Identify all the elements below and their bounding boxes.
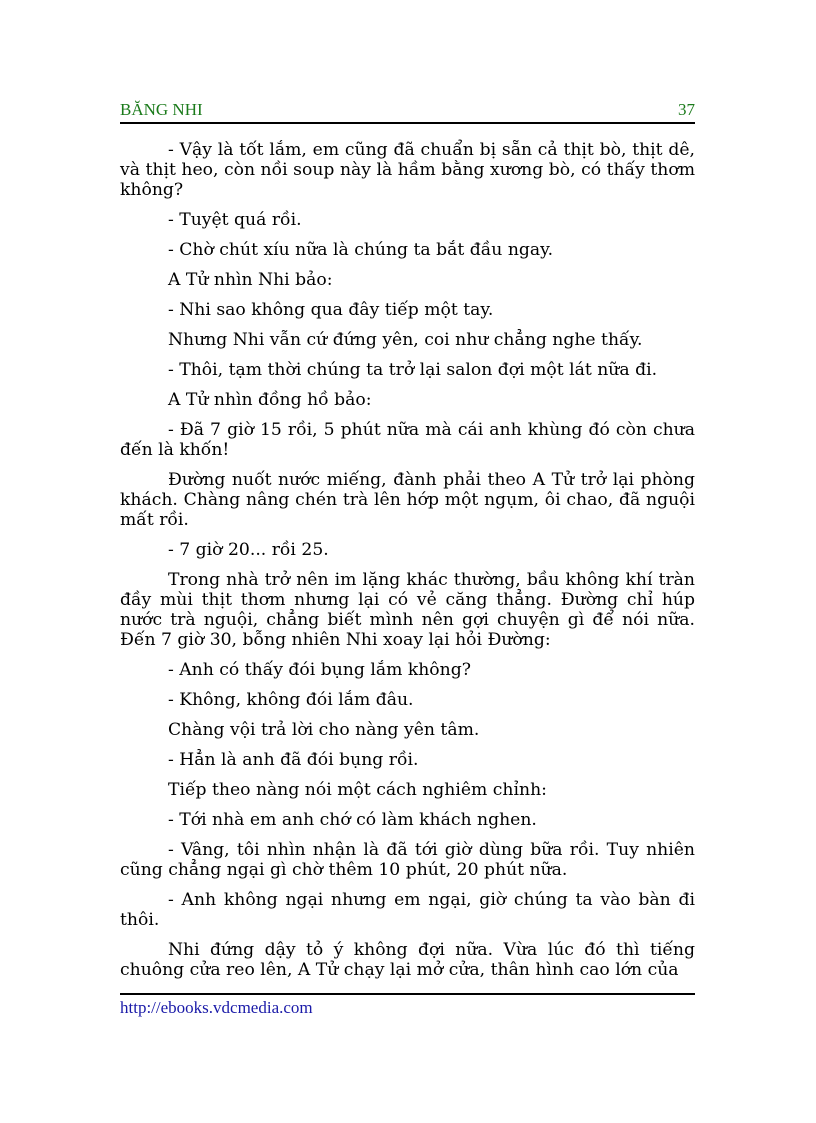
paragraph: - Thôi, tạm thời chúng ta trở lại salon đợi một lát nữa đi. (168, 360, 658, 380)
paragraph: Chàng vội trả lời cho nàng yên tâm. (168, 720, 480, 740)
paragraph: - 7 giờ 20... rồi 25. (168, 540, 329, 560)
paragraph: Nhi đứng dậy tỏ ý không đợi nữa. Vừa lúc đó thì tiếng chuông cửa reo lên, A Tử chạy lại mở cửa, thân hình cao lớn của (120, 940, 695, 980)
page-header (120, 100, 695, 124)
page-body (120, 140, 695, 985)
paragraph: - Vâng, tôi nhìn nhận là đã tới giờ dùng bữa rồi. Tuy nhiên cũng chẳng ngại gì chờ thêm 10 phút, 20 phút nữa. (120, 840, 695, 880)
paragraph: - Anh có thấy đói bụng lắm không? (168, 660, 471, 680)
paragraph: - Chờ chút xíu nữa là chúng ta bắt đầu ngay. (168, 240, 554, 260)
paragraph: - Tới nhà em anh chớ có làm khách nghen. (168, 810, 537, 830)
page-footer (120, 993, 695, 1018)
paragraph: - Không, không đói lắm đâu. (168, 690, 414, 710)
paragraph: Nhưng Nhi vẫn cứ đứng yên, coi như chẳng nghe thấy. (168, 330, 643, 350)
paragraph: - Tuyệt quá rồi. (168, 210, 302, 230)
paragraph: A Tử nhìn đồng hồ bảo: (168, 390, 372, 410)
paragraph: - Đã 7 giờ 15 rồi, 5 phút nữa mà cái anh khùng đó còn chưa đến là khốn! (120, 420, 695, 460)
paragraph: - Vậy là tốt lắm, em cũng đã chuẩn bị sẵn cả thịt bò, thịt dê, và thịt heo, còn nồi soup này là hầm bằng xương bò, có thấy thơm không? (120, 140, 695, 200)
paragraph: Tiếp theo nàng nói một cách nghiêm chỉnh: (168, 780, 547, 800)
paragraph: - Nhi sao không qua đây tiếp một tay. (168, 300, 494, 320)
paragraph: - Anh không ngại nhưng em ngại, giờ chúng ta vào bàn đi thôi. (120, 890, 695, 930)
paragraph: - Hẳn là anh đã đói bụng rồi. (168, 750, 419, 770)
page-number: 37 (678, 100, 695, 119)
paragraph: Đường nuốt nước miếng, đành phải theo A Tử trở lại phòng khách. Chàng nâng chén trà lên hớp một ngụm, ôi chao, đã nguội mất rồi. (120, 470, 695, 530)
book-title: BĂNG NHI (120, 100, 203, 119)
paragraph: Trong nhà trở nên im lặng khác thường, bầu không khí tràn đầy mùi thịt thơm nhưng lại có vẻ căng thẳng. Đường chỉ húp nước trà nguội, chẳng biết mình nên gợi chuyện gì để nói nữa. Đến 7 giờ 30, bỗng nhiên Nhi xoay lại hỏi Đường: (120, 570, 695, 650)
footer-link[interactable]: http://ebooks.vdcmedia.com (120, 998, 313, 1017)
paragraph: A Tử nhìn Nhi bảo: (168, 270, 333, 290)
